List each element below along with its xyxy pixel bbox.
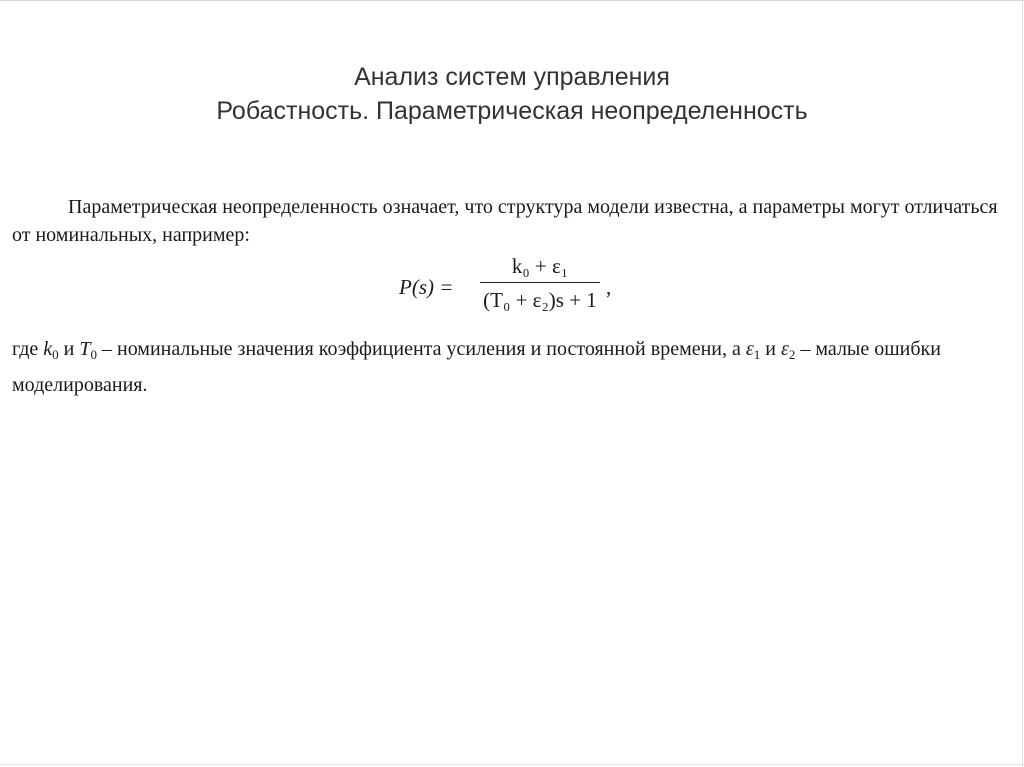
intro-paragraph: Параметрическая неопределенность означает, что структура модели известна, а параметры могут отличаться от номинальных, например: xyxy=(12,196,998,246)
formula-numerator: k₀ + ε₁ xyxy=(511,254,569,278)
sub-k-0: 0 xyxy=(52,347,59,362)
var-epsilon-1: ε xyxy=(745,338,754,360)
word-i-1: и xyxy=(63,338,75,360)
slide-frame-bottom xyxy=(0,764,1024,765)
var-k: k xyxy=(43,338,53,360)
slide-frame-top xyxy=(0,0,1024,1)
sub-T-0: 0 xyxy=(90,347,97,362)
transfer-function-formula xyxy=(12,251,1002,325)
explanation-paragraph xyxy=(12,331,1002,403)
sub-epsilon-1: 1 xyxy=(753,347,761,362)
explanation-middle: – номинальные значения коэффициента усиления и постоянной времени, а xyxy=(101,338,741,360)
word-i-2: и xyxy=(765,338,776,360)
slide-title-line-1: Анализ систем управления xyxy=(354,63,670,91)
word-gde: где xyxy=(12,338,39,360)
formula-lhs-text: P(s) = xyxy=(399,275,454,299)
fraction-bar xyxy=(480,282,600,283)
slide-title-line-2: Робастность. Параметрическая неопределенность xyxy=(216,97,808,125)
var-epsilon-2: ε xyxy=(780,338,789,360)
explanation-end: малые ошибки моделирования. xyxy=(12,338,941,396)
formula-comma: , xyxy=(606,275,612,299)
formula-fraction xyxy=(480,251,600,315)
var-T: T xyxy=(79,338,91,360)
slide-title xyxy=(0,60,1024,128)
formula-denominator: (T₀ + ε₂)s + 1 xyxy=(483,288,597,312)
formula-lhs xyxy=(399,273,453,301)
sub-epsilon-2: 2 xyxy=(788,347,796,362)
slide-body xyxy=(12,193,1002,403)
dash: – xyxy=(800,338,811,360)
